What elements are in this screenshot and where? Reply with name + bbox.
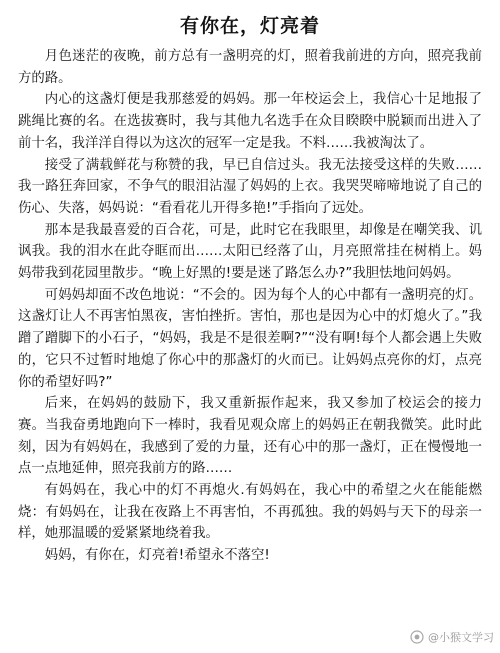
- document-title: 有你在，灯亮着: [179, 15, 320, 37]
- paragraph: 月色迷茫的夜晚，前方总有一盏明亮的灯，照着我前进的方向，照亮我前方的路。: [18, 49, 482, 86]
- brand-logo-icon: [410, 630, 424, 644]
- paragraph: 有妈妈在，我心中的灯不再熄火.有妈妈在，我心中的希望之火在能能燃烧：有妈妈在，让我在夜路上不再害怕，不再孤独。我的妈妈与天下的母亲一样，她那温暖的爱紧紧地绕着我。: [18, 483, 482, 542]
- paragraph: 内心的这盏灯便是我那慈爱的妈妈。那一年校运会上，我信心十足地报了跳绳比赛的名。在选拔赛时，我与其他九名选手在众目睽睽中脱颖而出进入了前十名，我洋洋自得以为这次的冠军一定是我。不料……我被淘汰了。: [18, 92, 482, 151]
- paragraph: 可妈妈却面不改色地说：“不会的。因为每个人的心中都有一盏明亮的灯。这盏灯让人不再害怕黑夜，害怕挫折。害怕，那也是因为心中的灯熄火了。”我蹭了蹭脚下的小石子，“妈妈，我是不是很差啊?”“没有啊!每个人都会遇上失败的，它只不过暂时地熄了你心中的那盏灯的火而已。让妈妈点亮你的灯，点亮你的希望好吗?”: [18, 287, 482, 390]
- paragraph: 接受了满载鲜花与称赞的我，早已自信过头。我无法接受这样的失败……我一路狂奔回家，不争气的眼泪沾湿了妈妈的上衣。我哭哭啼啼地说了自己的伤心、失落，妈妈说：“看看花儿开得多艳!”手指向了远处。: [18, 157, 482, 216]
- watermark: [410, 629, 494, 645]
- paragraph: 妈妈，有你在，灯亮着!希望永不落空!: [44, 548, 270, 564]
- paragraph: 那本是我最喜爱的百合花，可是，此时它在我眼里，却像是在嘲笑我、讥讽我。我的泪水在此夺眶而出……太阳已经落了山，月亮照常挂在树梢上。妈妈带我到花园里散步。“晚上好黑的!要是迷了路怎么办?”我胆怯地问妈妈。: [18, 222, 482, 282]
- paragraph: 后来，在妈妈的鼓励下，我又重新振作起来，我又参加了校运会的接力赛。当我奋勇地跑向下一棒时，我看见观众席上的妈妈正在朝我微笑。此时此刻，因为有妈妈在，我感到了爱的力量，还有心中的那一盏灯，正在慢慢地一点一点地延伸，照亮我前方的路……: [18, 396, 482, 477]
- watermark-text: @小猴文学习: [428, 631, 494, 644]
